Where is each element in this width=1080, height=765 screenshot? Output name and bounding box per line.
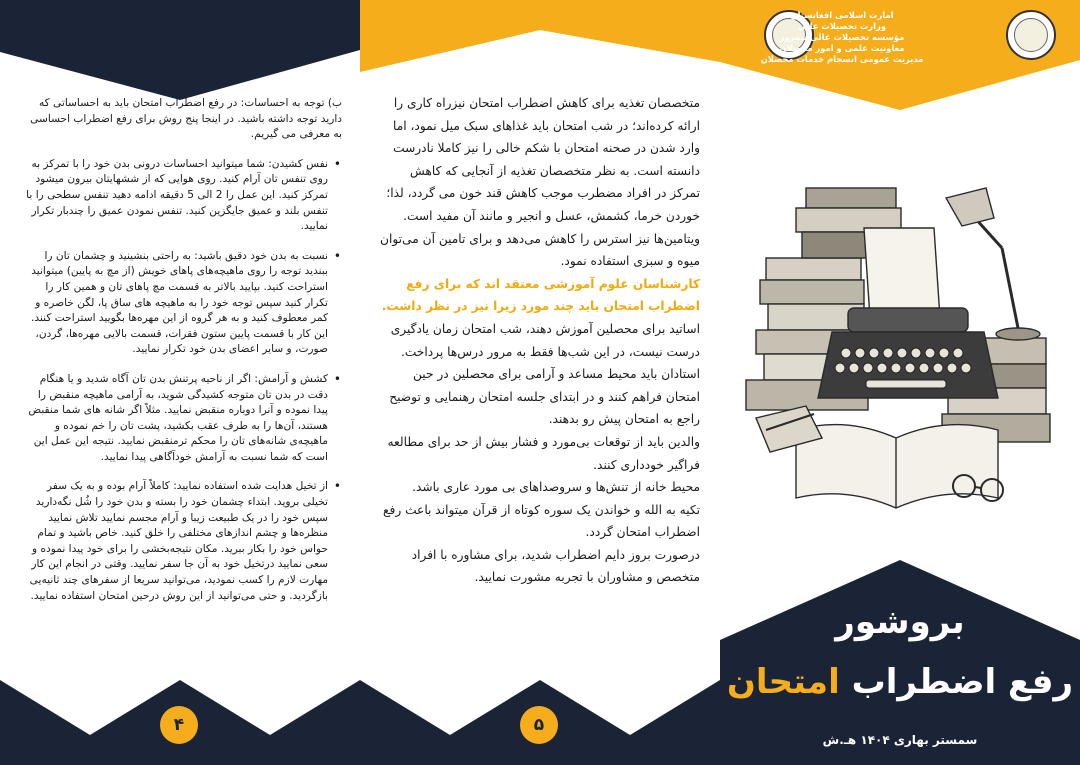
brochure-title: بروشور [835, 602, 965, 642]
header-line: وزارت تحصیلات عالی [797, 21, 887, 31]
list-item: • از تخیل هدایت شده استفاده نمایید: کاملاً آرام بوده و به یک سفر تخیلی بروید. ابتداء چشمان خود را بسته و بدن خود را شُل نگه‌دارید سپس خود را در یک طبیعت زیبا و آرام مجسم نمایید تلاش نمایید منظره‌ها و چشم اندازهای مختلفی را خلق کنید. خاص باشید و تمام حواس خود را بکار ببرید. مکان نتیجه‌بخشی را برای خود پیدا نموده و سعی نمایید درتخیل خود به آن جا سفر نمایید. وقتی در انجام این کار مهارت لازم را کسب نمودید، می‌توانید سریعا از سفرهای چند ثانیه‌یی بازگردید. و حتی می‌توانید از این روش درحین امتحان استفاده نمایید. [22, 479, 328, 604]
intro-paragraph: ب) توجه به احساسات: در رفع اضطراب امتحان باید به احساساتی که دارید توجه داشته باشید. در اینجا پنج روش برای رفع اضطراب احساسی به معرفی می گیریم. [30, 97, 342, 141]
brochure-subtitle [720, 662, 1080, 702]
highlight-paragraph: کارشناسان علوم آموزشی معتقد اند که برای رفع اضطراب امتحان باید چند مورد زیرا نیز در نظر داشت. [381, 276, 700, 314]
list-item: • نفس کشیدن: شما میتوانید احساسات درونی بدن خود را با تمرکز به روی تنفس تان آرام کنید. روی هوایی که از ششهایتان بیرون میشود تمرکز کنید. این عمل را 2 الی 5 دقیقه ادامه دهید تنفس سطحی را با تنفس بلند و عمیق جایگزین کنید. تنفس نمودن عمیق را چندبار تکرار نمایید. [22, 157, 328, 235]
middle-column-text [380, 92, 700, 589]
panel-left [0, 0, 360, 765]
header-line: مؤسسه تحصیلات عالی نیمروز [779, 32, 905, 42]
advice-paragraph: استادان باید محیط مساعد و آرامی برای محصلین در حین امتحان فراهم کنند و در ابتدای جلسه امتحان رهنمایی و توضیح راجع به امتحان پیش رو بدهند. [389, 367, 700, 427]
header-line: مدیریت عمومی انسجام خدمات محصلان [760, 54, 924, 64]
subtitle-accent: امتحان [726, 662, 840, 702]
typewriter-books-illustration [736, 168, 1066, 518]
subtitle-main: رفع اضطراب [851, 662, 1074, 702]
advice-paragraph: والدین باید از توقعات بی‌مورد و فشار بیش از حد برای مطالعه فراگیر خودداری کنند. [387, 434, 700, 472]
institution-header [742, 10, 942, 65]
page-number-5: ۵ [520, 706, 558, 744]
advice-paragraph: درصورت بروز دایم اضطراب شدید، برای مشاوره با افراد متخصص و مشاوران با تجربه مشورت نمایید. [411, 547, 700, 585]
list-item: • نسبت به بدن خود دقیق باشید: به راحتی بنشینید و چشمان تان را ببندید توجه را روی ماهیچه‌های پاهای خویش (از مچ به پایین) میتوانید استراحت کنید. بپایید بالاتر به قسمت مچ پاهای تان و همین کار را تکرار کنید سپس توجه خود را به ماهیچه های ساق پا، لگن خاصره و کمر معطوف کنید و به هر گروه از این مهره‌ها بگویید استراحت کنند. این کار با قسمت پایین ستون فقرات، قسمت بالایی مهره‌ها، گردن، صورت، و سایر اعضای بدن خود تکرار نمایید. [22, 249, 328, 358]
advice-paragraph: تکیه به الله و خواندن یک سوره کوتاه از قرآن میتواند باعث رفع اضطراب امتحان گردد. [383, 502, 700, 540]
list-item: • کشش و آرامش: اگر از ناحیه پرتنش بدن تان آگاه شدید و یا هنگام دقت در بدن تان متوجه کشیدگی شوید، به آرامی ماهیچه منقبض را پیدا نموده و آنرا دوباره منقبض نمایید. مثلاً اگر شانه های شما منقبض هستند، آن‌ها را به طرف عقب بکشید، پشت تان را خم نموده و ماهیچه‌ی شانه‌های تان را محکم ترمنقبض نمایید. نتیجه این عمل این است که شما نسبت به آرامش خودآگاهی پیدا نمایید. [22, 372, 328, 466]
header-line: معاونیت علمی و امور محصلان [779, 43, 905, 53]
nutrition-paragraph: متخصصان تغذیه برای کاهش اضطراب امتحان نیزراه کاری را ارائه کرده‌اند؛ در شب امتحان باید غذاهای سبک میل نمود، اما وارد شدن در صحنه امتحان با شکم خالی را نیز کاملا نادرست دانسته است. به نظر متخصصان تغذیه از آنجایی که کاهش تمرکز در افراد مضطرب موجب کاهش قند خون می گردد، لذا؛ خوردن خرما، کشمش، عسل و انجیر و مانند آن مفید است. ویتامین‌ها نیز استرس را کاهش می‌دهد و برای تامین آن می‌توان میوه و سبزی استفاده نمود. [380, 96, 700, 269]
panel-middle [360, 0, 720, 765]
emirate-seal-icon [1006, 10, 1056, 60]
technique-list [22, 157, 342, 604]
panel-cover [720, 0, 1080, 765]
advice-paragraph: اساتید برای محصلین آموزش دهند، شب امتحان زمان یادگیری درست نیست، در این شب‌ها فقط به مرور درس‌ها پرداخت. [390, 321, 700, 359]
page-number-4: ۴ [160, 706, 198, 744]
header-line: امارت اسلامی افغانستان [790, 10, 894, 20]
left-column-text [22, 96, 342, 604]
semester-label: سمستر بهاری ۱۴۰۴ هـ.ش [822, 733, 978, 747]
advice-paragraph: محیط خانه از تنش‌ها و سروصداهای بی مورد عاری باشد. [412, 480, 700, 495]
